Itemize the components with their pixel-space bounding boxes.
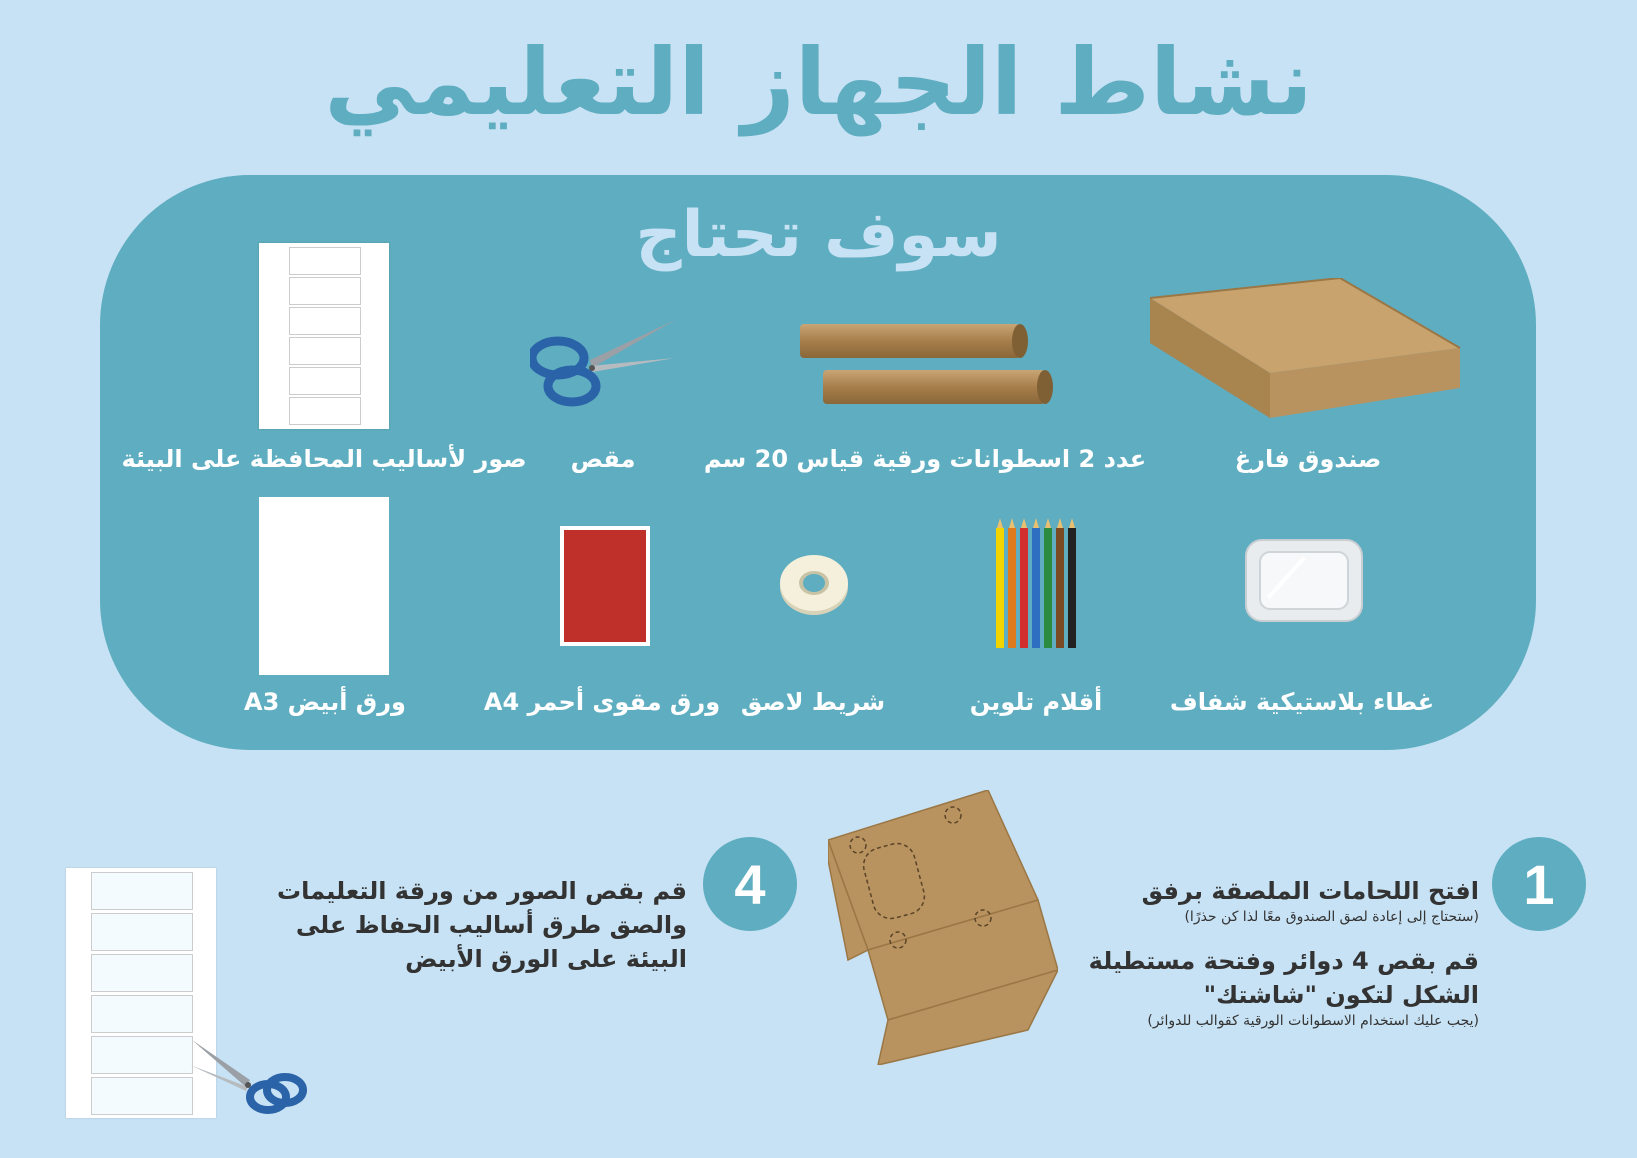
- material-label-tape: شريط لاصق: [740, 688, 886, 716]
- scissors-icon: [530, 318, 680, 408]
- step-4-text: [227, 874, 687, 976]
- material-label-pictures: صور لأساليب المحافظة على البيئة: [121, 445, 527, 473]
- material-label-pencils: أقلام تلوين: [969, 688, 1103, 716]
- material-label-scissors: مقص: [570, 445, 636, 473]
- plastic-lid-icon: [1244, 538, 1364, 623]
- material-label-white-paper: ورق أبيض A3: [244, 688, 406, 716]
- environment-pictures-icon: [259, 243, 389, 429]
- step-4-number: 4: [703, 837, 797, 931]
- tape-roll-icon: [778, 553, 850, 617]
- cardboard-box-icon: [1150, 278, 1470, 418]
- step-1-instruction-1: افتح اللحامات الملصقة برفق: [1141, 877, 1479, 905]
- step-4-scissors-icon: [190, 1035, 310, 1125]
- step-4-line-3: البيئة على الورق الأبيض: [405, 945, 687, 973]
- step-1-note-1: (ستحتاج إلى إعادة لصق الصندوق معًا لذا كن حذرًا): [1184, 909, 1479, 925]
- material-label-red-cardboard: ورق مقوى أحمر A4: [483, 688, 721, 716]
- red-cardboard-icon: [560, 526, 650, 646]
- material-label-paper-tubes: عدد 2 اسطوانات ورقية قياس 20 سم: [703, 445, 1147, 473]
- step-1-instruction-2a: قم بقص 4 دوائر وفتحة مستطيلة: [1088, 947, 1479, 975]
- colored-pencils-icon: [992, 518, 1082, 653]
- step-4-line-2: والصق طرق أساليب الحفاظ على: [295, 911, 687, 939]
- materials-title: سوف تحتاج: [635, 198, 1002, 272]
- white-paper-icon: [259, 497, 389, 675]
- step-1-number: 1: [1492, 837, 1586, 931]
- step-1-instruction-2b: الشكل لتكون "شاشتك": [1203, 981, 1479, 1009]
- flattened-box-icon: [828, 790, 1058, 1065]
- step-1-note-2: (يجب عليك استخدام الاسطوانات الورقية كقوالب للدوائر): [1147, 1013, 1479, 1029]
- page-title: نشاط الجهاز التعليمي: [324, 29, 1313, 136]
- step-4-line-1: قم بقص الصور من ورقة التعليمات: [277, 877, 687, 905]
- material-label-plastic-lid: غطاء بلاستيكية شفاف: [1169, 688, 1435, 716]
- material-label-empty-box: صندوق فارغ: [1234, 445, 1382, 473]
- paper-tubes-icon: [795, 322, 1055, 412]
